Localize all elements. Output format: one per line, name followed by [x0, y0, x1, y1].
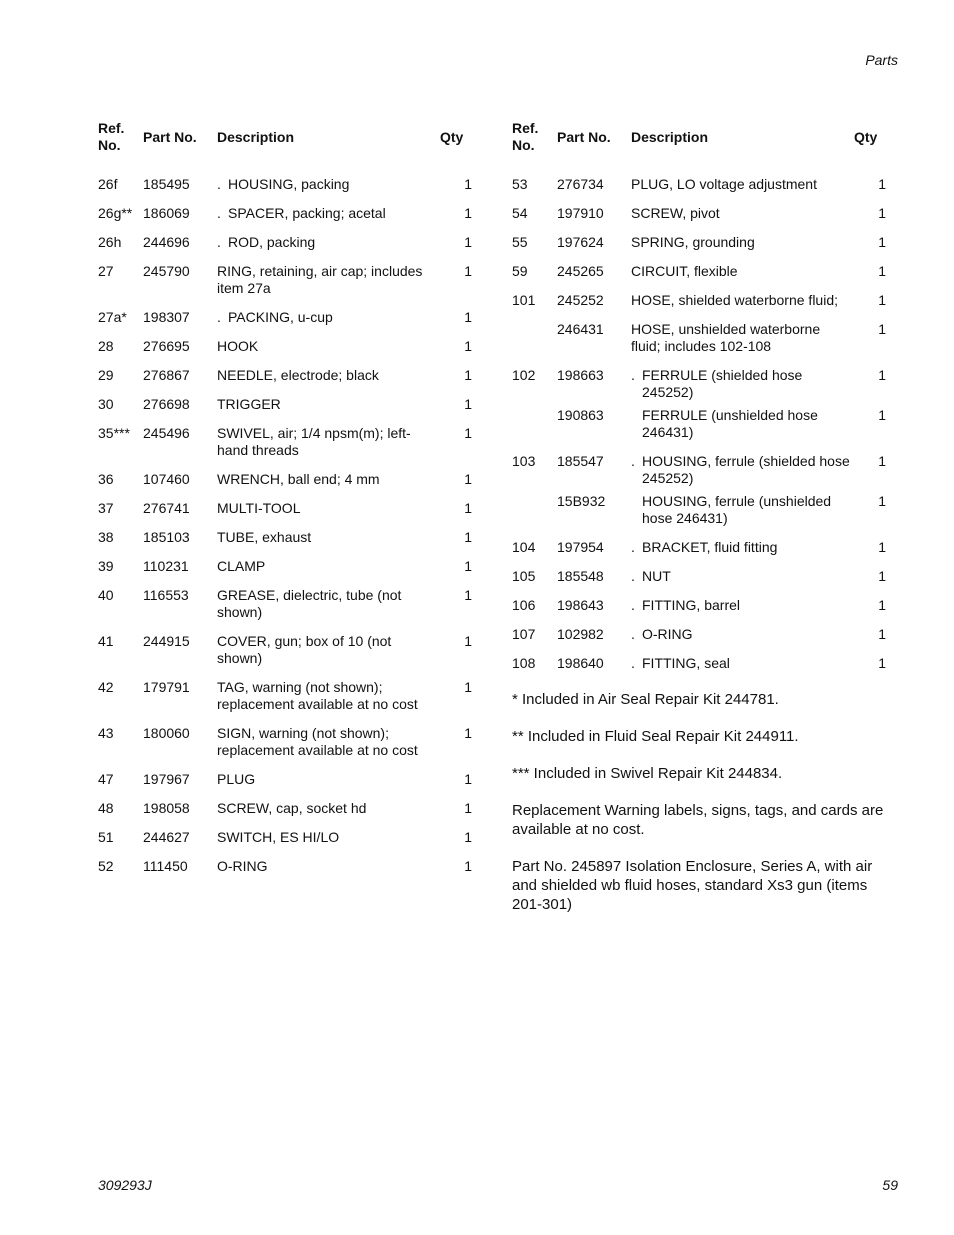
- description-cell: [217, 627, 439, 673]
- description-text: SWIVEL, air; 1/4 npsm(m); left-hand threads: [217, 425, 411, 458]
- part-no-cell: 180060: [143, 725, 190, 741]
- description-cell: [217, 303, 439, 332]
- description-cell: [631, 257, 853, 286]
- table-row: [98, 794, 476, 823]
- part-no-cell: 102982: [557, 626, 604, 642]
- document-number: 309293J: [98, 1177, 152, 1193]
- ref-no-cell: 52: [98, 858, 114, 874]
- description-text: SCREW, cap, socket hd: [217, 800, 367, 816]
- subassembly-dot: .: [217, 205, 221, 221]
- part-no-cell: 245496: [143, 425, 190, 441]
- part-no-cell: 197910: [557, 205, 604, 221]
- header-no: No.: [512, 137, 535, 153]
- subassembly-dot: .: [631, 655, 635, 671]
- ref-no-cell: [512, 407, 557, 447]
- ref-no-cell: 104: [512, 539, 536, 555]
- table-row: [98, 673, 476, 719]
- description-text: TRIGGER: [217, 396, 281, 412]
- table-row: [512, 533, 890, 562]
- part-no-cell: 197967: [143, 771, 190, 787]
- description-cell: [631, 286, 853, 315]
- table-row: [512, 315, 890, 361]
- ref-no-cell: 38: [98, 529, 114, 545]
- description-text: O-RING: [642, 626, 693, 642]
- table-row: [512, 447, 890, 493]
- qty-cell: 1: [878, 367, 886, 383]
- parts-table-left: [98, 120, 476, 881]
- description-text: HOSE, shielded waterborne fluid;: [631, 292, 838, 308]
- qty-cell: 1: [878, 493, 886, 509]
- header-description: Description: [631, 128, 709, 145]
- part-no-cell: 107460: [143, 471, 190, 487]
- description-cell: [217, 168, 439, 199]
- table-row: [512, 620, 890, 649]
- ref-no-cell: 37: [98, 500, 114, 516]
- ref-no-cell: [512, 315, 557, 361]
- table-row: [98, 465, 476, 494]
- description-cell: [631, 562, 853, 591]
- header-qty: Qty: [440, 128, 464, 145]
- table-row: [98, 581, 476, 627]
- description-cell: [631, 199, 853, 228]
- description-cell: [631, 591, 853, 620]
- subassembly-dot: .: [631, 367, 635, 383]
- part-no-cell: 185495: [143, 176, 190, 192]
- description-text: TAG, warning (not shown); replacement available at no cost: [217, 679, 418, 712]
- subassembly-dot: .: [217, 176, 221, 192]
- ref-no-cell: 51: [98, 829, 114, 845]
- table-row: [98, 199, 476, 228]
- qty-cell: 1: [464, 425, 472, 441]
- qty-cell: 1: [464, 234, 472, 250]
- table-row: [512, 493, 890, 533]
- description-cell: [631, 168, 853, 199]
- description-cell: [631, 493, 853, 533]
- note-isolation-enclosure: Part No. 245897 Isolation Enclosure, Series A, with air and shielded wb fluid hoses, standard Xs3 gun (items 201-301): [512, 858, 873, 913]
- description-text: NUT: [642, 568, 671, 584]
- description-cell: [631, 649, 853, 678]
- description-text: PLUG: [217, 771, 256, 787]
- qty-cell: 1: [464, 367, 472, 383]
- description-text: CLAMP: [217, 558, 266, 574]
- qty-cell: 1: [464, 338, 472, 354]
- part-no-cell: 245265: [557, 263, 604, 279]
- part-no-cell: 185547: [557, 453, 604, 469]
- description-text: FITTING, seal: [642, 655, 730, 671]
- ref-no-cell: 26f: [98, 176, 118, 192]
- qty-cell: 1: [878, 539, 886, 555]
- description-text: HOUSING, ferrule (shielded hose 245252): [642, 453, 850, 486]
- part-no-cell: 276741: [143, 500, 190, 516]
- ref-no-cell: 30: [98, 396, 114, 412]
- ref-no-cell: 108: [512, 655, 536, 671]
- subassembly-dot: .: [217, 309, 221, 325]
- part-no-cell: 276698: [143, 396, 190, 412]
- description-text: CIRCUIT, flexible: [631, 263, 738, 279]
- qty-cell: 1: [878, 234, 886, 250]
- part-no-cell: 186069: [143, 205, 190, 221]
- part-no-cell: 111450: [143, 858, 188, 874]
- table-row: [98, 257, 476, 303]
- section-label: Parts: [865, 52, 898, 68]
- ref-no-cell: 35***: [98, 425, 130, 441]
- subassembly-dot: .: [631, 539, 635, 555]
- part-no-cell: 198058: [143, 800, 190, 816]
- note-air-seal-kit: * Included in Air Seal Repair Kit 244781.: [512, 691, 779, 708]
- table-row: [512, 257, 890, 286]
- description-text: SPACER, packing; acetal: [228, 205, 386, 221]
- qty-cell: 1: [464, 633, 472, 649]
- qty-cell: 1: [878, 292, 886, 308]
- description-cell: [217, 228, 439, 257]
- ref-no-cell: 54: [512, 205, 528, 221]
- description-cell: [631, 620, 853, 649]
- description-text: GREASE, dielectric, tube (not shown): [217, 587, 402, 620]
- ref-no-cell: 101: [512, 292, 536, 308]
- header-qty: Qty: [854, 128, 878, 145]
- description-cell: [217, 419, 439, 465]
- description-text: RING, retaining, air cap; includes item 27a: [217, 263, 423, 296]
- header-ref-no: [98, 120, 143, 168]
- ref-no-cell: 55: [512, 234, 528, 250]
- description-cell: [631, 533, 853, 562]
- table-row: [512, 199, 890, 228]
- table-row: [98, 303, 476, 332]
- qty-cell: 1: [878, 597, 886, 613]
- table-row: [512, 168, 890, 199]
- table-row: [98, 168, 476, 199]
- qty-cell: 1: [878, 568, 886, 584]
- part-no-cell: 179791: [143, 679, 190, 695]
- table-row: [98, 228, 476, 257]
- table-row: [512, 591, 890, 620]
- description-cell: [217, 465, 439, 494]
- description-text: BRACKET, fluid fitting: [642, 539, 778, 555]
- ref-no-cell: 28: [98, 338, 114, 354]
- part-no-cell: 276734: [557, 176, 604, 192]
- qty-cell: 1: [878, 626, 886, 642]
- note-fluid-seal-kit: ** Included in Fluid Seal Repair Kit 244911.: [512, 728, 799, 745]
- description-text: FITTING, barrel: [642, 597, 741, 613]
- description-text: TUBE, exhaust: [217, 529, 312, 545]
- part-no-cell: 185548: [557, 568, 604, 584]
- part-no-cell: 244915: [143, 633, 190, 649]
- header-no: No.: [98, 137, 121, 153]
- qty-cell: 1: [464, 587, 472, 603]
- qty-cell: 1: [464, 679, 472, 695]
- description-text: HOSE, unshielded waterborne fluid; includes 102-108: [631, 321, 821, 354]
- qty-cell: 1: [464, 205, 472, 221]
- ref-no-cell: 105: [512, 568, 536, 584]
- part-no-cell: 110231: [143, 558, 189, 574]
- description-text: PACKING, u-cup: [228, 309, 333, 325]
- description-text: SPRING, grounding: [631, 234, 755, 250]
- table-row: [512, 361, 890, 407]
- part-no-cell: 197624: [557, 234, 604, 250]
- description-cell: [631, 228, 853, 257]
- qty-cell: 1: [878, 176, 886, 192]
- qty-cell: 1: [464, 858, 472, 874]
- table-row: [98, 719, 476, 765]
- description-cell: [217, 765, 439, 794]
- qty-cell: 1: [464, 263, 472, 279]
- header-ref-no: [512, 120, 557, 168]
- description-text: MULTI-TOOL: [217, 500, 301, 516]
- qty-cell: 1: [464, 309, 472, 325]
- ref-no-cell: 59: [512, 263, 528, 279]
- description-text: HOOK: [217, 338, 259, 354]
- table-row: [98, 494, 476, 523]
- note-replacement-labels: Replacement Warning labels, signs, tags, and cards are available at no cost.: [512, 802, 884, 838]
- part-no-cell: 198643: [557, 597, 604, 613]
- table-row: [512, 649, 890, 678]
- ref-no-cell: 107: [512, 626, 536, 642]
- description-text: COVER, gun; box of 10 (not shown): [217, 633, 392, 666]
- part-no-cell: 198307: [143, 309, 190, 325]
- note-swivel-kit: *** Included in Swivel Repair Kit 244834.: [512, 765, 783, 782]
- description-text: NEEDLE, electrode; black: [217, 367, 379, 383]
- description-text: ROD, packing: [228, 234, 316, 250]
- subassembly-dot: [631, 407, 642, 441]
- part-no-cell: 190863: [557, 407, 604, 423]
- qty-cell: 1: [878, 321, 886, 337]
- table-row: [98, 552, 476, 581]
- qty-cell: 1: [878, 655, 886, 671]
- qty-cell: 1: [878, 407, 886, 423]
- table-row: [512, 407, 890, 447]
- qty-cell: 1: [464, 771, 472, 787]
- description-cell: [217, 673, 439, 719]
- ref-no-cell: 26g**: [98, 205, 133, 221]
- header-part-no: Part No.: [557, 128, 611, 145]
- table-row: [98, 627, 476, 673]
- description-cell: [217, 581, 439, 627]
- header-ref: Ref.: [98, 120, 125, 136]
- table-row: [512, 286, 890, 315]
- part-no-cell: 116553: [143, 587, 189, 603]
- ref-no-cell: 47: [98, 771, 114, 787]
- description-cell: [217, 823, 439, 852]
- subassembly-dot: .: [631, 626, 635, 642]
- part-no-cell: 185103: [143, 529, 190, 545]
- qty-cell: 1: [464, 529, 472, 545]
- subassembly-dot: .: [631, 453, 635, 469]
- parts-table-right: [512, 120, 890, 678]
- part-no-cell: 276695: [143, 338, 190, 354]
- table-row: [98, 332, 476, 361]
- description-cell: [631, 447, 853, 493]
- ref-no-cell: 40: [98, 587, 114, 603]
- table-row: [98, 852, 476, 881]
- description-text: O-RING: [217, 858, 268, 874]
- description-cell: [631, 407, 853, 447]
- part-no-cell: 245790: [143, 263, 190, 279]
- header-description: Description: [217, 128, 295, 145]
- ref-no-cell: 41: [98, 633, 114, 649]
- table-row: [98, 361, 476, 390]
- table-row: [98, 523, 476, 552]
- part-no-cell: 15B932: [557, 493, 606, 509]
- part-no-cell: 198663: [557, 367, 604, 383]
- description-cell: [631, 361, 853, 407]
- part-no-cell: 197954: [557, 539, 604, 555]
- ref-no-cell: [512, 493, 557, 533]
- description-cell: [217, 852, 439, 881]
- qty-cell: 1: [878, 205, 886, 221]
- subassembly-dot: .: [631, 568, 635, 584]
- description-cell: [217, 494, 439, 523]
- table-row: [98, 823, 476, 852]
- part-no-cell: 244627: [143, 829, 190, 845]
- part-no-cell: 276867: [143, 367, 190, 383]
- part-no-cell: 198640: [557, 655, 604, 671]
- subassembly-dot: .: [217, 234, 221, 250]
- description-text: FERRULE (shielded hose 245252): [642, 367, 803, 400]
- ref-no-cell: 106: [512, 597, 536, 613]
- table-row: [98, 419, 476, 465]
- subassembly-dot: [631, 493, 642, 527]
- notes: [512, 690, 900, 932]
- ref-no-cell: 103: [512, 453, 536, 469]
- description-text: SWITCH, ES HI/LO: [217, 829, 340, 845]
- qty-cell: 1: [464, 800, 472, 816]
- description-cell: [217, 523, 439, 552]
- description-text: PLUG, LO voltage adjustment: [631, 176, 817, 192]
- description-text: SCREW, pivot: [631, 205, 720, 221]
- qty-cell: 1: [464, 471, 472, 487]
- part-no-cell: 244696: [143, 234, 190, 250]
- qty-cell: 1: [464, 500, 472, 516]
- qty-cell: 1: [464, 176, 472, 192]
- part-no-cell: 245252: [557, 292, 604, 308]
- ref-no-cell: 27: [98, 263, 114, 279]
- ref-no-cell: 27a*: [98, 309, 127, 325]
- subassembly-dot: .: [631, 597, 635, 613]
- qty-cell: 1: [464, 558, 472, 574]
- table-row: [98, 765, 476, 794]
- description-cell: [217, 199, 439, 228]
- description-text: HOUSING, packing: [228, 176, 350, 192]
- ref-no-cell: 42: [98, 679, 114, 695]
- ref-no-cell: 39: [98, 558, 114, 574]
- description-text: WRENCH, ball end; 4 mm: [217, 471, 380, 487]
- description-cell: [217, 332, 439, 361]
- ref-no-cell: 43: [98, 725, 114, 741]
- table-row: [98, 390, 476, 419]
- header-ref: Ref.: [512, 120, 539, 136]
- ref-no-cell: 102: [512, 367, 536, 383]
- description-cell: [631, 315, 853, 361]
- table-row: [512, 562, 890, 591]
- qty-cell: 1: [464, 396, 472, 412]
- ref-no-cell: 29: [98, 367, 114, 383]
- description-cell: [217, 552, 439, 581]
- description-text: HOUSING, ferrule (unshielded hose 246431): [642, 493, 832, 526]
- description-cell: [217, 719, 439, 765]
- qty-cell: 1: [464, 725, 472, 741]
- description-text: FERRULE (unshielded hose 246431): [642, 407, 818, 440]
- description-cell: [217, 257, 439, 303]
- ref-no-cell: 48: [98, 800, 114, 816]
- qty-cell: 1: [878, 263, 886, 279]
- table-row: [512, 228, 890, 257]
- ref-no-cell: 53: [512, 176, 528, 192]
- page-number: 59: [882, 1177, 898, 1193]
- qty-cell: 1: [878, 453, 886, 469]
- description-cell: [217, 390, 439, 419]
- ref-no-cell: 26h: [98, 234, 122, 250]
- header-part-no: Part No.: [143, 128, 197, 145]
- qty-cell: 1: [464, 829, 472, 845]
- description-cell: [217, 794, 439, 823]
- ref-no-cell: 36: [98, 471, 114, 487]
- description-text: SIGN, warning (not shown); replacement available at no cost: [217, 725, 418, 758]
- part-no-cell: 246431: [557, 321, 604, 337]
- description-cell: [217, 361, 439, 390]
